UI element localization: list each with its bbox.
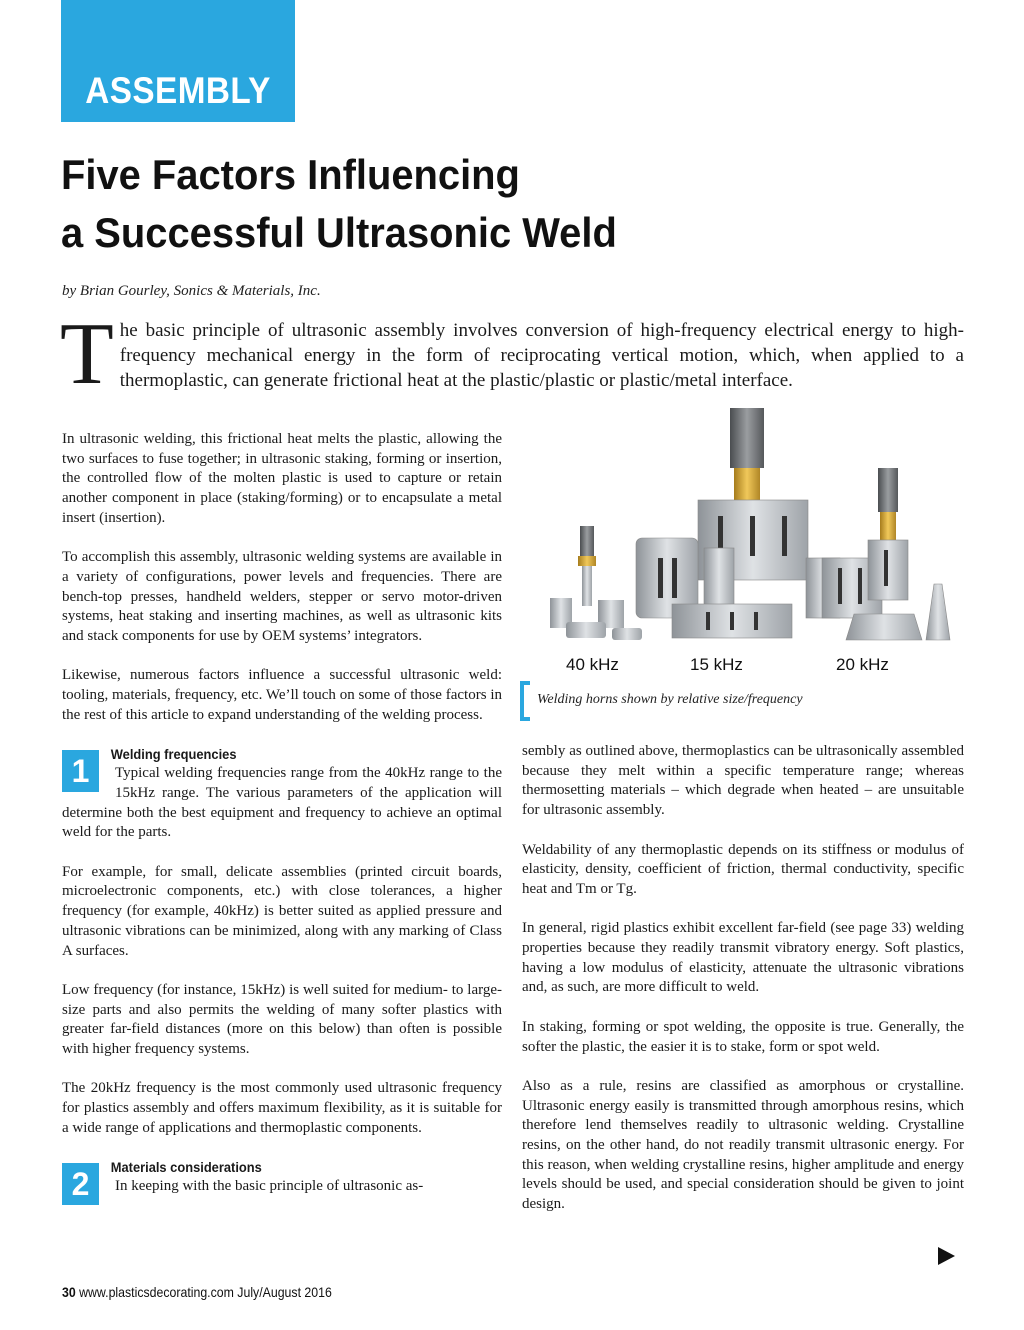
page-footer [62, 1284, 332, 1300]
section-2 [62, 1158, 502, 1203]
paragraph: sembly as outlined above, thermoplastics can be ultrasonically assembled because they melt within a specific temperature range; whereas thermosetting materials – which degrade when heated – are unsuitable for ultrasonic assembly. [522, 743, 964, 819]
frequency-label: 40 kHz [566, 655, 619, 674]
section-banner [61, 0, 295, 122]
welding-horns-photo [522, 408, 964, 664]
paragraph: Likewise, numerous factors influence a successful ultrasonic weld: tooling, materials, frequency, etc. We’ll touch on some of those factors in the rest of this article to expand understanding of the welding process. [62, 667, 502, 723]
paragraph: In staking, forming or spot welding, the opposite is true. Generally, the softer the plastic, the easier it is to stake, form or spot weld. [522, 1018, 964, 1055]
section-heading: Materials considerations [110, 1159, 262, 1176]
paragraph: In general, rigid plastics exhibit excellent far-field (see page 33) welding properties because they readily transmit vibratory energy. Soft plastics, having a low modulus of elasticity, attenuate the ultrasonic vibrations and, as such, are more difficult to weld. [522, 920, 964, 996]
section-label: ASSEMBLY [85, 70, 271, 111]
caption-bracket-icon [520, 681, 530, 721]
drop-cap: T [60, 306, 114, 403]
section-heading: Welding frequencies [110, 746, 237, 763]
frequency-label: 15 kHz [690, 655, 743, 674]
section-number-badge: 2 [62, 1163, 99, 1205]
section-1 [62, 745, 502, 843]
figure-caption: Welding horns shown by relative size/frequency [537, 692, 803, 707]
section-number-badge: 1 [62, 750, 99, 792]
paragraph: Low frequency (for instance, 15kHz) is well suited for medium- to large-size parts and also permits the welding of many softer plastics with greater far-field distances (more on this below) than often is possible with higher frequency systems. [62, 981, 502, 1058]
right-column [522, 742, 964, 1235]
title-line-1: Five Factors Influencing [61, 151, 520, 198]
intro-text: he basic principle of ultrasonic assembly involves conversion of high-frequency electrical energy to high-frequency mechanical energy in the form of reciprocating vertical motion, which, when applied to a thermoplastic, can generate frictional heat at the plastic/plastic or plastic/metal interface. [119, 320, 964, 391]
paragraph: Also as a rule, resins are classified as amorphous or crystalline. Ultrasonic energy easily is transmitted through amorphous resins, which therefore lend themselves readily to ultrasonic welding. Crystalline resins, on the other hand, do not readily transmit ultrasonic energy. For this reason, when welding crystalline resins, higher amplitude and energy levels should be used, and special consideration should be given to joint design. [522, 1077, 964, 1213]
frequency-label: 20 kHz [836, 655, 889, 674]
paragraph: Weldability of any thermoplastic depends on its stiffness or modulus of elasticity, density, coefficient of friction, thermal conductivity, specific heat and Tm or Tg. [522, 841, 964, 897]
title-line-2: a Successful Ultrasonic Weld [61, 209, 617, 256]
footer-text: www.plasticsdecorating.com July/August 2016 [79, 1284, 332, 1300]
paragraph: For example, for small, delicate assemblies (printed circuit boards, microelectronic components, etc.) with close tolerances, a higher frequency (for example, 40kHz) is better suited as applied pressure and ultrasonic vibrations can be minimized, along with any marking of Class A surfaces. [62, 863, 502, 959]
paragraph: In keeping with the basic principle of ultrasonic as- [115, 1178, 424, 1195]
play-arrow-icon [938, 1247, 955, 1265]
article-title [61, 146, 916, 262]
intro-paragraph [60, 306, 964, 403]
paragraph: Typical welding frequencies range from the 40kHz range to the 15kHz range. The various parameters of the application will determine both the best equipment and frequency to achieve an optimal weld for the parts. [62, 765, 502, 841]
byline: by Brian Gourley, Sonics & Materials, Inc. [62, 283, 321, 299]
paragraph: The 20kHz frequency is the most commonly used ultrasonic frequency for plastics assembly and offers maximum flexibility, as it is suitable for a wide range of applications and thermoplastic components. [62, 1080, 502, 1136]
page-number: 30 [62, 1284, 76, 1300]
left-column [62, 430, 502, 1205]
paragraph: In ultrasonic welding, this frictional heat melts the plastic, allowing the two surfaces to fuse together; in ultrasonic staking, forming or insertion, the controlled flow of the molten plastic is used to capture or retain another component in place (staking/forming) or to encapsulate a metal insert (insertion). [62, 431, 502, 526]
paragraph: To accomplish this assembly, ultrasonic welding systems are available in a variety of configurations, power levels and frequencies. There are bench-top presses, handheld welders, stepper or servo motor-driven systems, heat staking and inserting machines, as well as ultrasonic kits and stack components for use by OEM systems’ integrators. [62, 549, 502, 645]
